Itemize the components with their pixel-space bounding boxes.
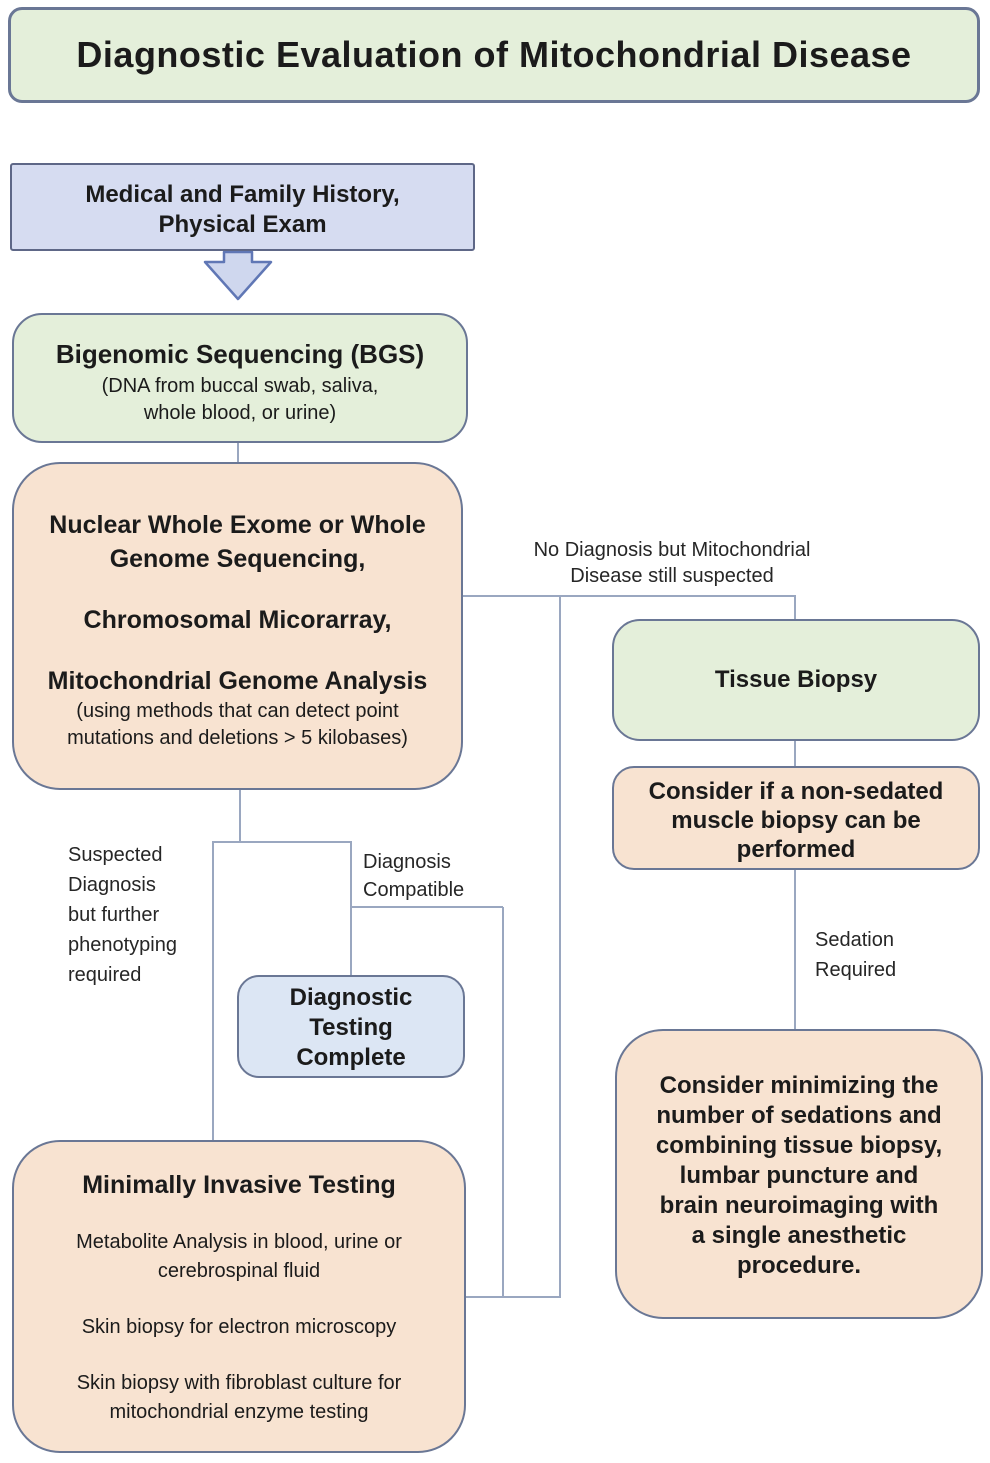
sedation-plan-line: brain neuroimaging with [659,1192,939,1219]
non-sedated-line: muscle biopsy can be [671,807,921,834]
sedation-plan-box [615,1029,983,1319]
suspected-line: Diagnosis [68,874,156,896]
sedation-plan-line: number of sedations and [656,1102,942,1129]
minimally-invasive-item-line: cerebrospinal fluid [157,1260,321,1282]
sedation-required-line: Sedation [815,929,894,951]
sedation-plan-line: Consider minimizing the [659,1072,939,1099]
tissue-biopsy-label: Tissue Biopsy [714,666,878,693]
suspected-diagnosis-label [68,840,177,990]
sedation-required-label [815,925,896,985]
minimally-invasive-item: Skin biopsy for electron microscopy [81,1316,397,1338]
diagnostic-complete-box [237,975,465,1078]
diagnostic-complete-line: Diagnostic [289,984,413,1011]
sequencing-heading2: Chromosomal Micorarray, [83,606,392,634]
sequencing-subtext-line: mutations and deletions > 5 kilobases) [67,727,408,749]
diagnosis-compatible-label [363,848,464,904]
history-line: Physical Exam [158,211,327,238]
minimally-invasive-item-line: Metabolite Analysis in blood, urine or [76,1231,402,1253]
non-sedated-line: Consider if a non-sedated [648,778,944,805]
compatible-line: Compatible [363,879,465,901]
non-sedated-line: performed [736,836,856,863]
minimally-invasive-heading: Minimally Invasive Testing [82,1171,396,1199]
sedation-plan-line: a single anesthetic [691,1222,907,1249]
bgs-box [12,313,468,443]
bgs-heading: Bigenomic Sequencing (BGS) [55,339,425,369]
suspected-line: phenotyping [68,934,177,956]
sequencing-heading1-line: Nuclear Whole Exome or Whole [49,511,426,539]
bgs-subtext-line: (DNA from buccal swab, saliva, [101,375,379,397]
no-diagnosis-label [522,537,822,589]
sedation-required-line: Required [815,959,897,981]
suspected-line: but further [68,904,160,926]
bgs-subtext-line: whole blood, or urine) [143,402,337,424]
sequencing-box [12,462,463,790]
page-title: Diagnostic Evaluation of Mitochondrial Disease [76,34,912,75]
suspected-line: Suspected [68,844,163,866]
suspected-line: required [68,964,142,986]
tissue-biopsy-box [612,619,980,741]
diagnostic-complete-line: Testing [309,1014,393,1041]
title-box [8,7,980,103]
compatible-line: Diagnosis [363,851,451,873]
no-diagnosis-line: No Diagnosis but Mitochondrial [533,539,811,561]
non-sedated-box [612,766,980,870]
history-line: Medical and Family History, [85,181,400,208]
no-diagnosis-line: Disease still suspected [570,565,774,587]
sedation-plan-line: procedure. [736,1252,862,1279]
down-block-arrow [205,252,271,299]
sedation-plan-line: lumbar puncture and [679,1162,919,1189]
sedation-plan-line: combining tissue biopsy, [655,1132,943,1159]
minimally-invasive-item-line: Skin biopsy with fibroblast culture for [76,1372,402,1394]
sequencing-heading1-line: Genome Sequencing, [109,545,366,573]
sequencing-subtext-line: (using methods that can detect point [76,700,399,722]
minimally-invasive-box [12,1140,466,1453]
sequencing-heading3: Mitochondrial Genome Analysis [47,667,428,695]
minimally-invasive-item-line: mitochondrial enzyme testing [109,1401,369,1423]
history-box [10,163,475,251]
diagnostic-complete-line: Complete [296,1044,406,1071]
